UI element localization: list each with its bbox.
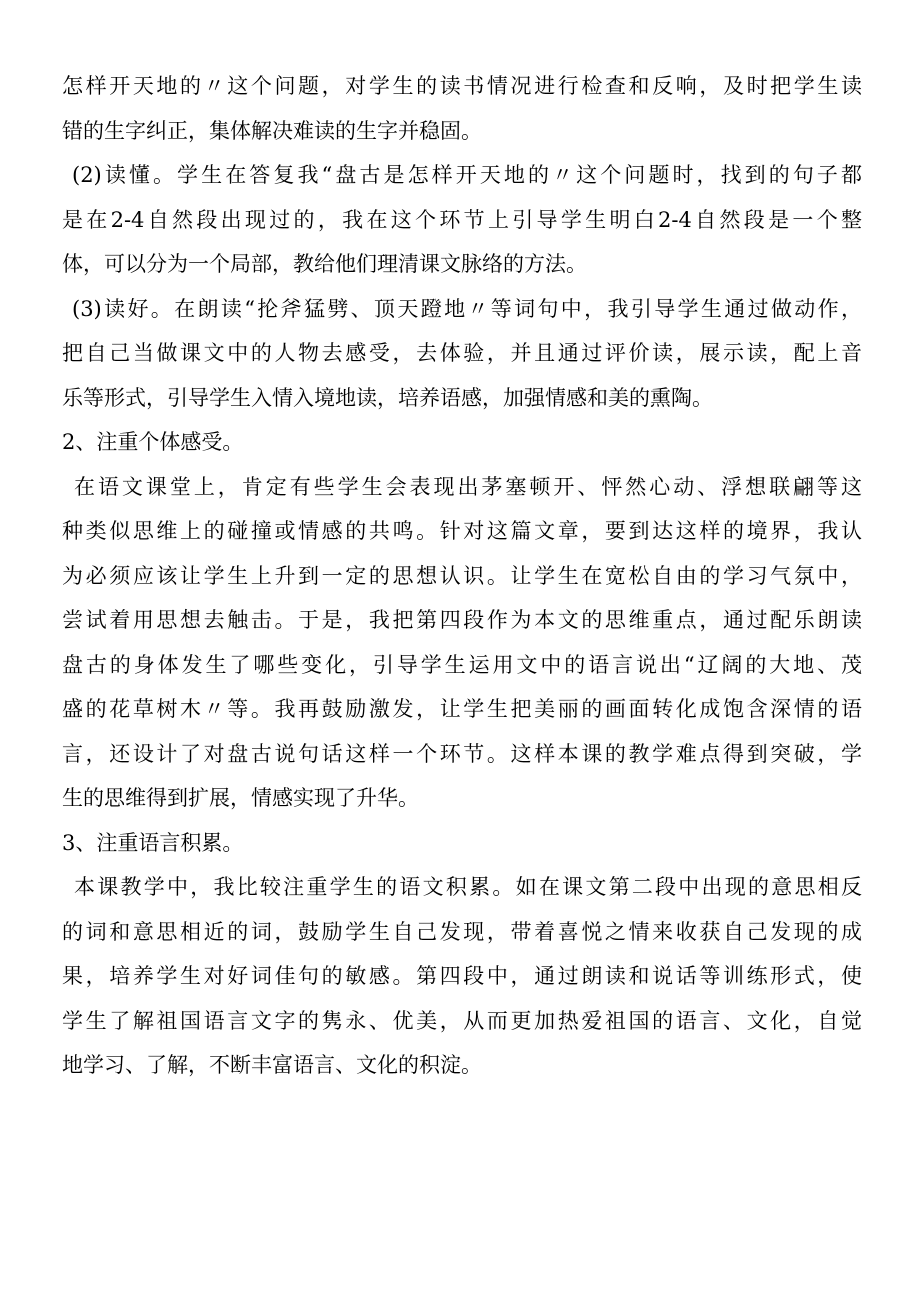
text-line: 言，还设计了对盘古说句话这样一个环节。这样本课的教学难点得到突破，学 <box>62 741 862 766</box>
text-line: 生的思维得到扩展，情感实现了升华。 <box>62 786 419 810</box>
section-heading: 2、注重个体感受。 <box>62 430 244 454</box>
text-line: 本课教学中，我比较注重学生的语文积累。如在课文第二段中出现的意思相反 <box>74 875 862 899</box>
text-line: 乐等形式，引导学生入情入境地读，培养语感，加强情感和美的熏陶。 <box>62 385 713 410</box>
text-line: (2)读懂。学生在答复我“盘古是怎样开天地的〃这个问题时，找到的句子都 <box>72 163 862 187</box>
section-heading: 3、注重语言积累。 <box>62 830 244 855</box>
text-line: 尝试着用思想去触击。于是，我把第四段作为本文的思维重点，通过配乐朗读 <box>62 608 862 632</box>
document-page <box>62 64 862 1088</box>
text-line: 错的生字纠正，集体解决难读的生字并稳固。 <box>62 118 482 143</box>
text-line: 果，培养学生对好词佳句的敏感。第四段中，通过朗读和说话等训练形式，使 <box>62 964 862 988</box>
text-line: 是在2-4自然段出现过的，我在这个环节上引导学生明白2-4自然段是一个整 <box>62 207 862 232</box>
text-line: 怎样开天地的〃这个问题，对学生的读书情况进行检查和反响，及时把学生读 <box>62 74 862 98</box>
text-line: 学生了解祖国语言文字的隽永、优美，从而更加热爱祖国的语言、文化，自觉 <box>62 1008 862 1033</box>
text-line: 盛的花草树木〃等。我再鼓励激发，让学生把美丽的画面转化成饱含深情的语 <box>62 697 862 721</box>
text-line: 体，可以分为一个局部，教给他们理清课文脉络的方法。 <box>62 252 587 276</box>
text-line: 把自己当做课文中的人物去感受，去体验，并且通过评价读，展示读，配上音 <box>62 341 862 365</box>
text-line: 地学习、了解，不断丰富语言、文化的积淀。 <box>62 1053 482 1077</box>
text-line: 为必须应该让学生上升到一定的思想认识。让学生在宽松自由的学习气氛中， <box>62 563 862 588</box>
text-line: 在语文课堂上，肯定有些学生会表现出茅塞顿开、怦然心动、浮想联翩等这 <box>74 474 862 499</box>
text-line: 盘古的身体发生了哪些变化，引导学生运用文中的语言说出“辽阔的大地、茂 <box>62 652 862 677</box>
text-line: 种类似思维上的碰撞或情感的共鸣。针对这篇文章，要到达这样的境界，我认 <box>62 519 862 543</box>
text-line: 的词和意思相近的词，鼓励学生自己发现，带着喜悦之情来收获自己发现的成 <box>62 919 862 944</box>
text-line: (3)读好。在朗读“抡斧猛劈、顶天蹬地〃等词句中，我引导学生通过做动作， <box>72 296 862 321</box>
